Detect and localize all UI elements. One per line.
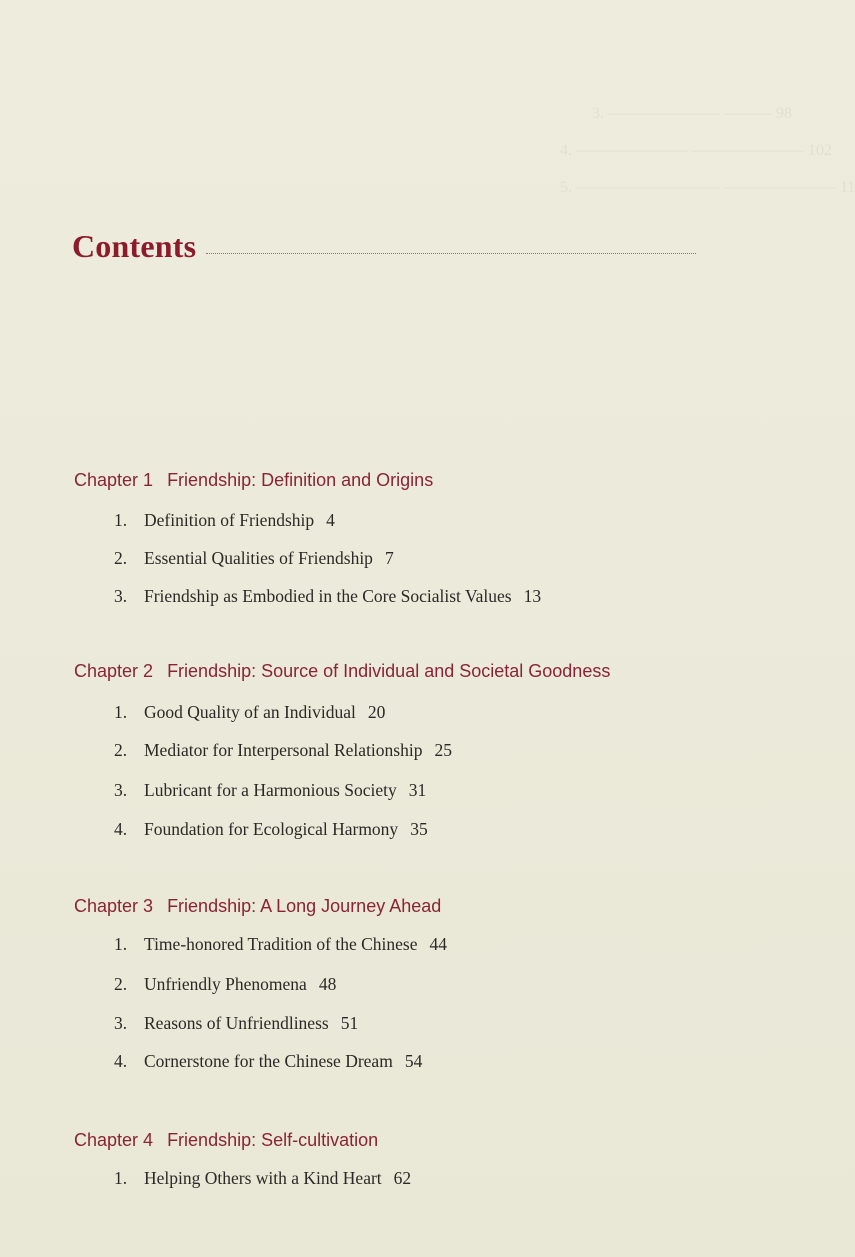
entry-page: 62 (393, 1168, 412, 1188)
chapter-number: Chapter 4 (74, 1130, 154, 1150)
entry-page: 44 (429, 934, 448, 954)
chapter-title: Friendship: A Long Journey Ahead (167, 896, 442, 916)
chapter-title: Friendship: Self-cultivation (167, 1130, 379, 1150)
toc-entry (114, 974, 734, 995)
entry-title: Essential Qualities of Friendship (144, 548, 373, 568)
entry-number: 2. (114, 548, 128, 568)
toc-entry (114, 780, 734, 801)
entry-page: 7 (384, 548, 394, 568)
entry-title: Helping Others with a Kind Heart (144, 1168, 382, 1188)
entry-title: Cornerstone for the Chinese Dream (144, 1051, 393, 1071)
chapter-number: Chapter 3 (74, 896, 154, 916)
entry-page: 48 (318, 974, 337, 994)
entry-title: Reasons of Unfriendliness (144, 1013, 329, 1033)
chapter-3-heading (74, 896, 734, 917)
entry-title: Good Quality of an Individual (144, 702, 356, 722)
entry-page: 54 (404, 1051, 423, 1071)
toc-entry (114, 1013, 734, 1034)
entry-number: 4. (114, 819, 128, 839)
chapter-2-heading (74, 661, 734, 682)
entry-page: 31 (408, 780, 427, 800)
entry-page: 20 (367, 702, 386, 722)
entry-title: Unfriendly Phenomena (144, 974, 307, 994)
entry-number: 1. (114, 1168, 128, 1188)
chapter-4-heading (74, 1130, 734, 1151)
entry-page: 35 (410, 819, 428, 839)
toc-entry (114, 510, 734, 531)
entry-number: 3. (114, 1013, 128, 1033)
toc-entry (114, 586, 734, 607)
entry-title: Definition of Friendship (144, 510, 315, 530)
entry-page: 25 (434, 740, 452, 760)
page-title: Contents (72, 228, 197, 264)
entry-page: 13 (523, 586, 542, 606)
entry-number: 2. (114, 740, 128, 760)
entry-number: 1. (114, 510, 128, 530)
entry-title: Lubricant for a Harmonious Society (144, 780, 397, 800)
toc-entry (114, 1168, 734, 1189)
show-through-text: 3. ——————— ——— 98 4. ——————— ——————— 102 5. ————————— ——————— 11 (560, 105, 855, 196)
chapter-number: Chapter 1 (74, 470, 154, 490)
entry-number: 3. (114, 586, 128, 606)
entry-number: 2. (114, 974, 128, 994)
chapter-1-heading (74, 470, 734, 491)
entry-page: 4 (326, 510, 335, 530)
entry-title: Mediator for Interpersonal Relationship (144, 740, 423, 760)
toc-entry (114, 702, 734, 723)
toc-entry (114, 1051, 734, 1072)
entry-title: Foundation for Ecological Harmony (144, 819, 399, 839)
entry-title: Friendship as Embodied in the Core Socialist Values (144, 586, 512, 606)
entry-title: Time-honored Tradition of the Chinese (144, 934, 418, 954)
chapter-number: Chapter 2 (74, 661, 154, 681)
title-leader-dots (206, 253, 696, 254)
toc-entry (114, 819, 734, 840)
chapter-title: Friendship: Definition and Origins (167, 470, 434, 490)
contents-header (72, 218, 696, 266)
entry-number: 1. (114, 702, 128, 722)
entry-number: 3. (114, 780, 128, 800)
toc-entry (114, 740, 734, 761)
entry-page: 51 (340, 1013, 359, 1033)
entry-number: 4. (114, 1051, 128, 1071)
chapter-title: Friendship: Source of Individual and Societal Goodness (167, 661, 611, 681)
entry-number: 1. (114, 934, 128, 954)
toc-entry (114, 934, 734, 955)
toc-entry (114, 548, 734, 569)
